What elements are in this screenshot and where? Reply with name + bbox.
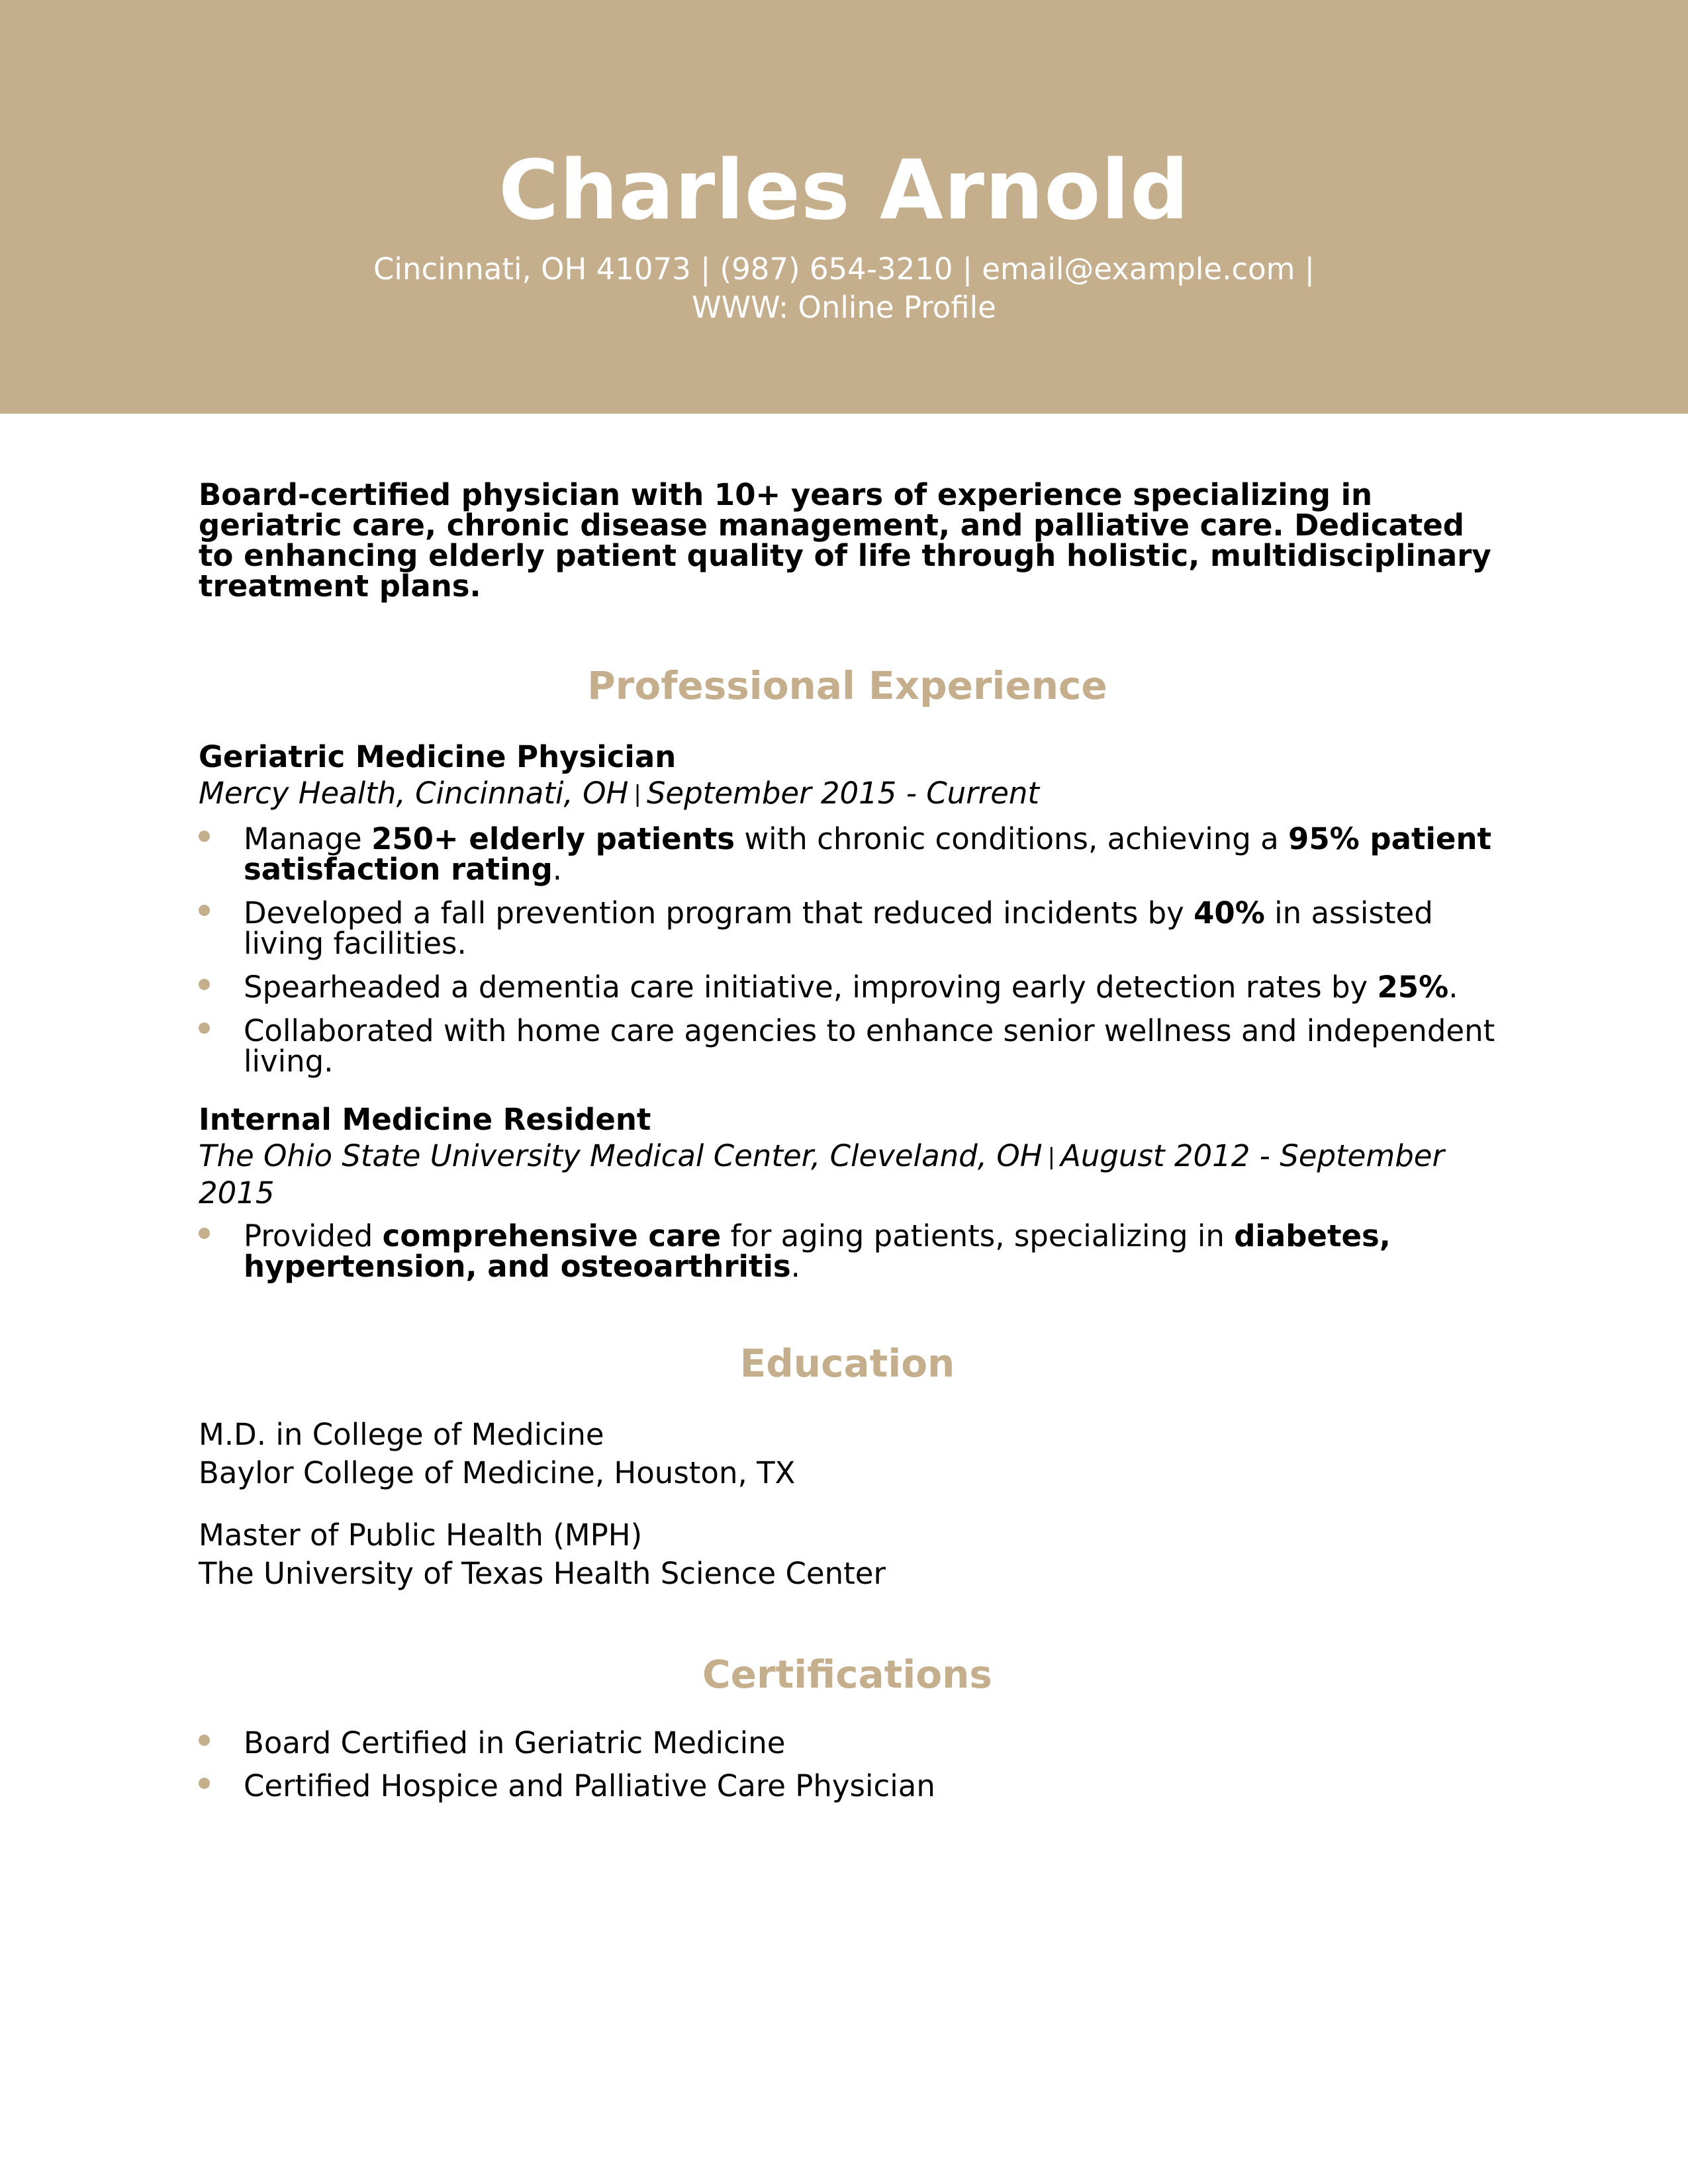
education-school: Baylor College of Medicine, Houston, TX xyxy=(199,1455,796,1490)
bullet-dot-icon xyxy=(199,1023,210,1034)
job-dates: September 2015 - Current xyxy=(646,776,1040,811)
contact-line-1: Cincinnati, OH 41073 | (987) 654-3210 | email@example.com | xyxy=(373,251,1315,287)
education-school: The University of Texas Health Science Center xyxy=(199,1556,886,1591)
bullet-item: Collaborated with home care agencies to enhance senior wellness and independent living. xyxy=(199,1016,1496,1077)
education-degree: M.D. in College of Medicine xyxy=(199,1417,604,1452)
bullet-dot-icon xyxy=(199,831,210,842)
bullet-dot-icon xyxy=(199,1228,210,1239)
job-title: Internal Medicine Resident xyxy=(199,1102,651,1137)
bullet-dot-icon xyxy=(199,905,210,916)
job-meta xyxy=(199,776,1496,813)
education-degree: Master of Public Health (MPH) xyxy=(199,1518,643,1553)
bullet-item: Provided comprehensive care for aging patients, specializing in diabetes, hypertension, and osteoarthritis. xyxy=(199,1221,1496,1282)
certification-item: Board Certified in Geriatric Medicine xyxy=(199,1724,1496,1762)
education-heading: Education xyxy=(739,1341,955,1386)
job-bullets xyxy=(199,1218,1496,1284)
job-title: Geriatric Medicine Physician xyxy=(199,739,677,774)
job-employer: Mercy Health, Cincinnati, OH xyxy=(199,776,629,811)
contact-info xyxy=(0,250,1688,327)
experience-heading: Professional Experience xyxy=(587,663,1107,708)
bullet-item: Developed a fall prevention program that reduced incidents by 40% in assisted living facilities. xyxy=(199,898,1496,959)
job-separator: | xyxy=(1047,1144,1056,1170)
job-entry xyxy=(199,738,1496,1077)
bullet-dot-icon xyxy=(199,979,210,990)
certifications-heading: Certifications xyxy=(702,1652,992,1697)
resume-header xyxy=(0,0,1688,414)
certifications-list xyxy=(199,1724,1496,1805)
job-meta xyxy=(199,1139,1496,1210)
certification-item: Certified Hospice and Palliative Care Physician xyxy=(199,1767,1496,1805)
job-entry xyxy=(199,1101,1496,1282)
job-separator: | xyxy=(633,781,641,807)
education-entry xyxy=(199,1516,1496,1593)
contact-line-2: WWW: Online Profile xyxy=(692,290,996,325)
professional-summary: Board-certified physician with 10+ years of experience specializing in geriatric care, chronic disease management, and palliative care. Dedicated to enhancing elderly patient quality of life through holistic, multidisciplinary treatment plans. xyxy=(199,477,1491,604)
bullet-dot-icon xyxy=(199,1735,210,1746)
bullet-dot-icon xyxy=(199,1778,210,1789)
job-dates: August 2012 - September 2015 xyxy=(199,1138,1444,1210)
job-employer: The Ohio State University Medical Center, Cleveland, OH xyxy=(199,1138,1043,1173)
candidate-name: Charles Arnold xyxy=(498,143,1190,238)
education-entry xyxy=(199,1416,1496,1492)
job-bullets xyxy=(199,821,1496,1079)
bullet-item: Manage 250+ elderly patients with chronic conditions, achieving a 95% patient satisfaction rating. xyxy=(199,824,1496,885)
resume-body xyxy=(199,477,1496,1810)
bullet-item: Spearheaded a dementia care initiative, improving early detection rates by 25%. xyxy=(199,972,1496,1003)
